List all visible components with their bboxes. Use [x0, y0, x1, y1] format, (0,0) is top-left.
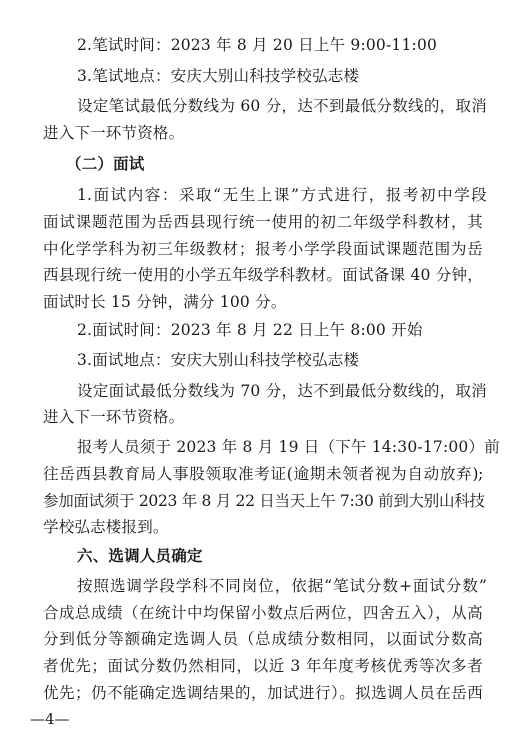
- interview-cutoff-line-2: 进入下一环节资格。: [43, 408, 185, 426]
- selection-rule-line-3: 分到低分等额确定选调人员（总成绩分数相同，以面试分数高: [43, 630, 483, 648]
- interview-location: 3.面试地点：安庆大别山科技学校弘志楼: [77, 351, 360, 369]
- interview-content-line-2: 面试课题范围为岳西县现行统一使用的初二年级学科教材，其: [43, 213, 483, 231]
- written-exam-cutoff-line-2: 进入下一环节资格。: [43, 124, 185, 142]
- admission-ticket-line-4: 学校弘志楼报到。: [43, 518, 169, 536]
- interview-time: 2.面试时间：2023 年 8 月 22 日上午 8:00 开始: [77, 321, 423, 339]
- selection-rule-line-1: 按照选调学段学科不同岗位，依据“笔试分数+面试分数”: [77, 577, 487, 595]
- written-exam-cutoff-line-1: 设定笔试最低分数线为 60 分，达不到最低分数线的，取消: [77, 97, 487, 115]
- admission-ticket-line-1: 报考人员须于 2023 年 8 月 19 日（下午 14:30-17:00）前: [77, 438, 500, 456]
- interview-cutoff-line-1: 设定面试最低分数线为 70 分，达不到最低分数线的，取消: [77, 382, 487, 400]
- admission-ticket-line-3: 参加面试须于 2023 年 8 月 22 日当天上午 7:30 前到大别山科技: [43, 492, 485, 510]
- written-exam-time: 2.笔试时间：2023 年 8 月 20 日上午 9:00-11:00: [77, 36, 438, 54]
- selection-rule-line-4: 者优先；面试分数仍然相同，以近 3 年年度考核优秀等次多者: [43, 657, 483, 675]
- selection-rule-line-2: 合成总成绩（在统计中均保留小数点后两位，四舍五入），从高: [43, 604, 483, 622]
- interview-content-line-5: 面试时长 15 分钟，满分 100 分。: [43, 293, 287, 311]
- interview-content-line-1: 1.面试内容：采取“无生上课”方式进行，报考初中学段: [77, 186, 487, 204]
- selection-rule-line-5: 优先；仍不能确定选调结果的，加试进行）。拟选调人员在岳西: [43, 684, 483, 702]
- interview-content-line-4: 西县现行统一使用的小学五年级学科教材。面试备课 40 分钟，: [43, 266, 483, 284]
- section-six-heading: 六、选调人员确定: [77, 547, 203, 565]
- admission-ticket-line-2: 往岳西县教育局人事股领取准考证(逾期未领者视为自动放弃);: [43, 465, 483, 483]
- interview-content-line-3: 中化学学科为初三年级教材；报考小学学段面试课题范围为岳: [43, 240, 483, 258]
- page-number: —4—: [30, 710, 70, 728]
- written-exam-location: 3.笔试地点：安庆大别山科技学校弘志楼: [77, 67, 360, 85]
- interview-heading: （二）面试: [66, 155, 145, 173]
